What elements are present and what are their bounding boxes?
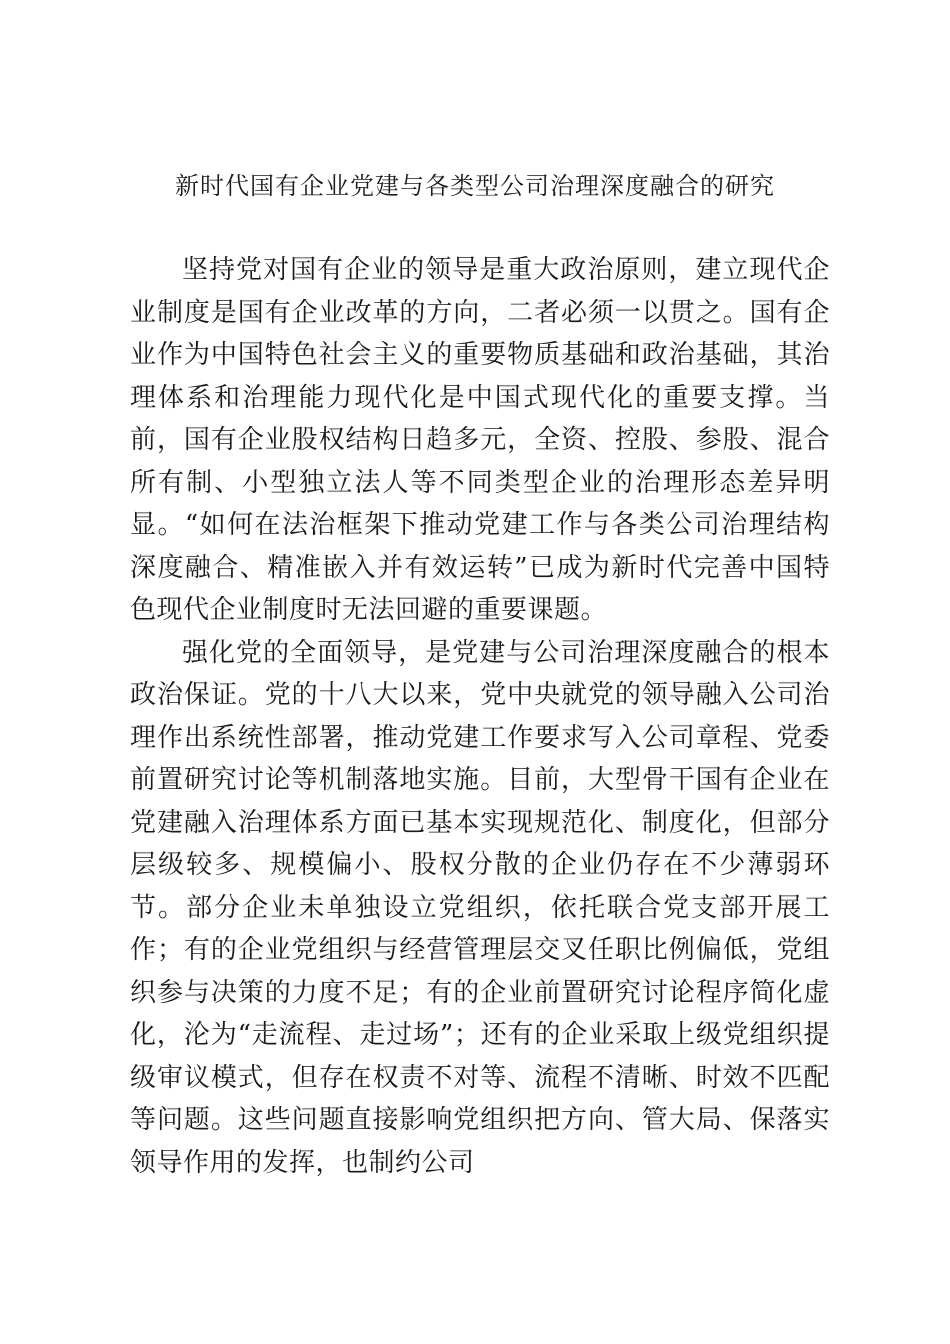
paragraph-1: 坚持党对国有企业的领导是重大政治原则，建立现代企业制度是国有企业改革的方向，二者必须一以贯之。国有企业作为中国特色社会主义的重要物质基础和政治基础，其治理体系和治理能力现代化是中国式现代化的重要支撑。当前，国有企业股权结构日趋多元，全资、控股、参股、混合所有制、小型独立法人等不同类型企业的治理形态差异明显。“如何在法治框架下推动党建工作与各类公司治理结构深度融合、精准嵌入并有效运转”已成为新时代完善中国特色现代企业制度时无法回避的重要课题。 [130, 255, 830, 625]
paragraph-2: 强化党的全面领导，是党建与公司治理深度融合的根本政治保证。党的十八大以来，党中央就党的领导融入公司治理作出系统性部署，推动党建工作要求写入公司章程、党委前置研究讨论等机制落地实施。目前，大型骨干国有企业在党建融入治理体系方面已基本实现规范化、制度化，但部分层级较多、规模偏小、股权分散的企业仍存在不少薄弱环节。部分企业未单独设立党组织，依托联合党支部开展工作；有的企业党组织与经营管理层交叉任职比例偏低，党组织参与决策的力度不足；有的企业前置研究讨论程序简化虚化，沦为“走流程、走过场”；还有的企业采取上级党组织提级审议模式，但存在权责不对等、流程不清晰、时效不匹配等问题。这些问题直接影响党组织把方向、管大局、保落实领导作用的发挥，也制约公司 [130, 637, 830, 1178]
document-body [130, 249, 830, 1184]
document-title: 新时代国有企业党建与各类型公司治理深度融合的研究 [175, 172, 775, 200]
